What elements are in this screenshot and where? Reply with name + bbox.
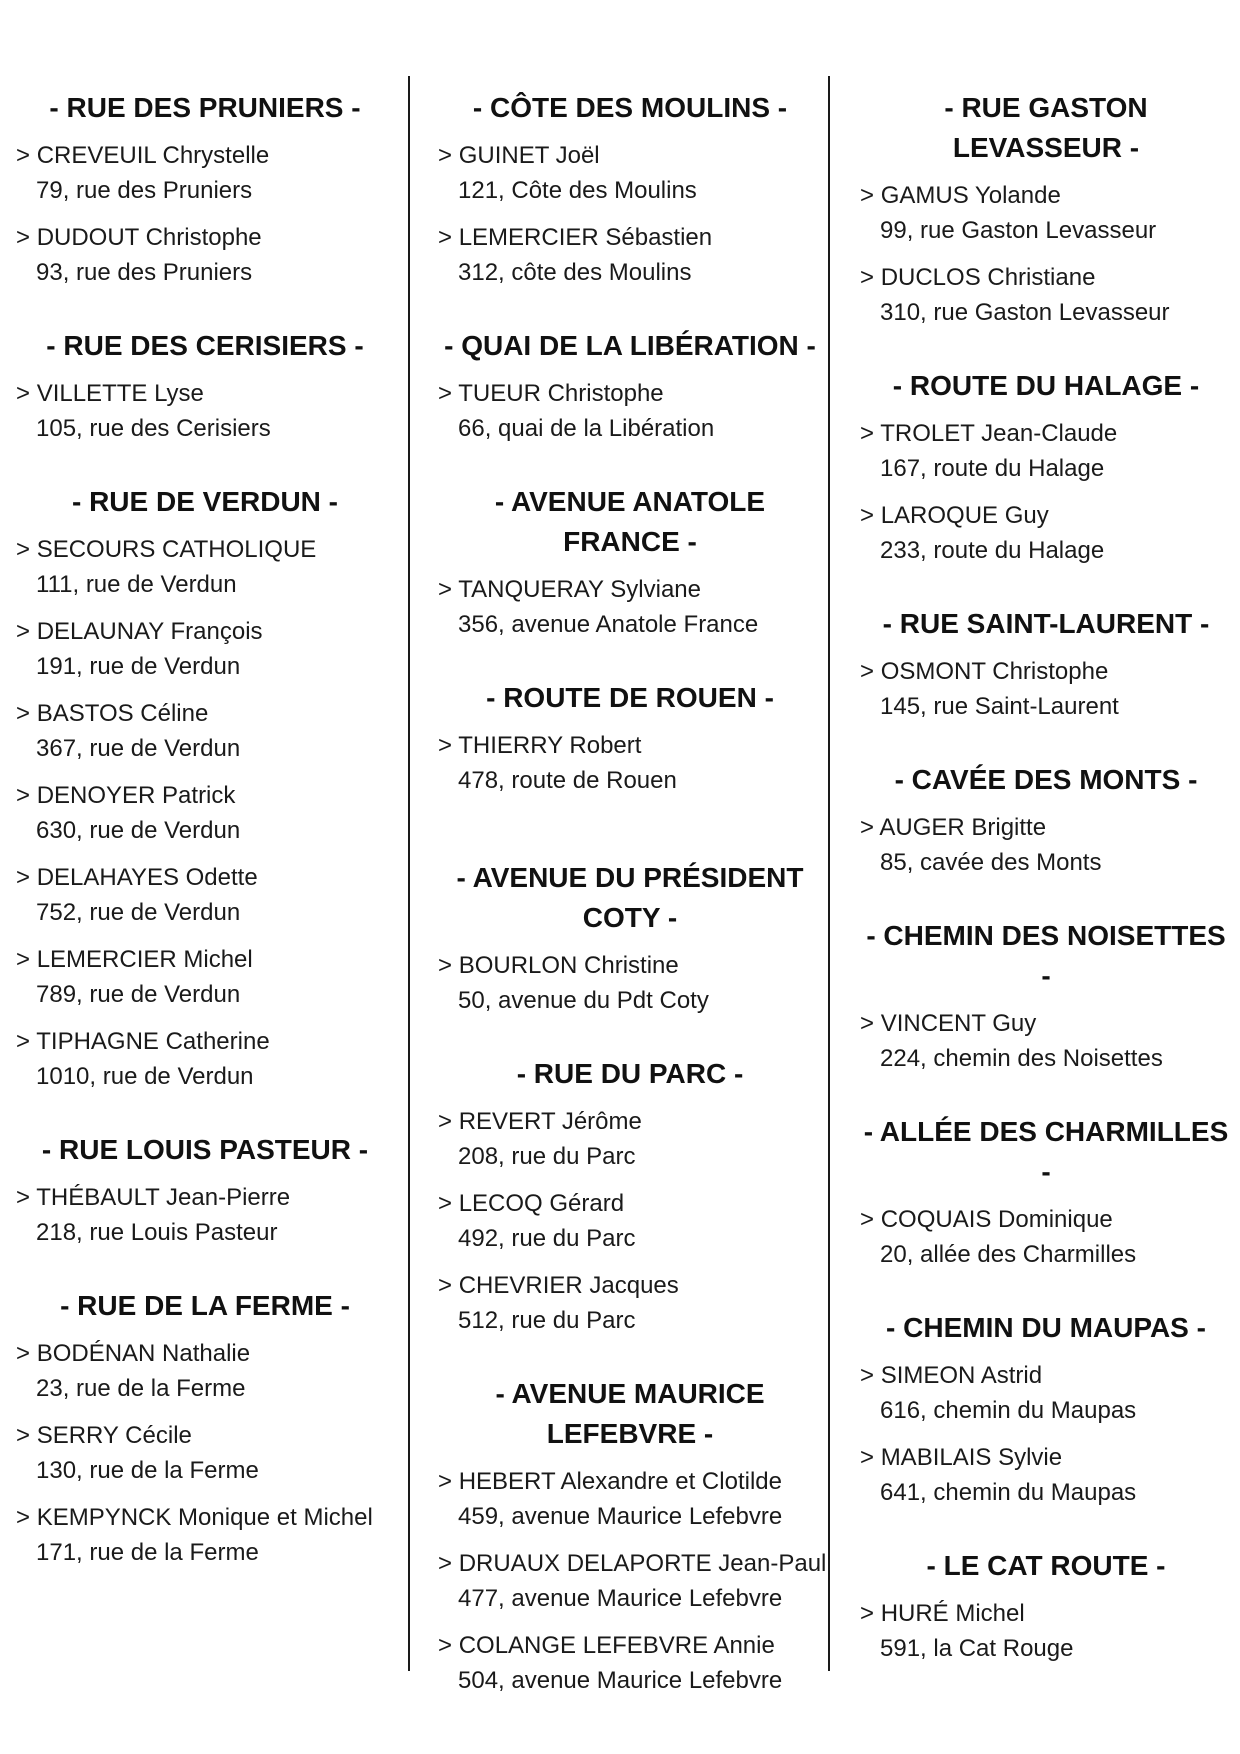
resident-name: > SECOURS CATHOLIQUE <box>16 532 394 567</box>
street-heading: - RUE DES PRUNIERS - <box>49 92 361 123</box>
resident-entry <box>438 1268 822 1338</box>
resident-address: 512, rue du Parc <box>458 1307 636 1334</box>
resident-name: > DUDOUT Christophe <box>16 220 394 255</box>
resident-entry <box>438 220 822 290</box>
resident-name: > LEMERCIER Sébastien <box>438 220 822 255</box>
resident-entry <box>860 416 1232 486</box>
resident-name: > SERRY Cécile <box>16 1418 394 1453</box>
resident-address: 79, rue des Pruniers <box>36 177 253 204</box>
street-heading: - RUE LOUIS PASTEUR - <box>41 1134 369 1165</box>
resident-address: 477, avenue Maurice Lefebvre <box>458 1585 783 1612</box>
resident-address: 105, rue des Cerisiers <box>36 415 271 442</box>
resident-entry <box>16 1024 394 1094</box>
resident-address: 218, rue Louis Pasteur <box>36 1219 278 1246</box>
resident-name: > CHEVRIER Jacques <box>438 1268 822 1303</box>
resident-address: 145, rue Saint-Laurent <box>880 693 1119 720</box>
resident-entry <box>16 942 394 1012</box>
resident-address: 504, avenue Maurice Lefebvre <box>458 1667 783 1694</box>
resident-address: 167, route du Halage <box>880 455 1105 482</box>
resident-address: 171, rue de la Ferme <box>36 1539 259 1566</box>
resident-address: 641, chemin du Maupas <box>880 1479 1137 1506</box>
column-1 <box>16 88 394 1582</box>
resident-name: > TROLET Jean-Claude <box>860 416 1232 451</box>
resident-entry <box>438 376 822 446</box>
street-heading: - AVENUE MAURICE LEFEBVRE - <box>495 1378 765 1449</box>
resident-entry <box>438 1546 827 1616</box>
resident-name: > DELAHAYES Odette <box>16 860 394 895</box>
resident-name: > THIERRY Robert <box>438 728 822 763</box>
street-heading: - ROUTE DE ROUEN - <box>486 682 774 713</box>
resident-name: > THÉBAULT Jean-Pierre <box>16 1180 394 1215</box>
resident-name: > BOURLON Christine <box>438 948 822 983</box>
resident-name: > BASTOS Céline <box>16 696 394 731</box>
resident-name: > DRUAUX DELAPORTE Jean-Paul <box>438 1546 822 1581</box>
column-3 <box>860 88 1232 1678</box>
resident-entry <box>16 696 394 766</box>
resident-entry <box>860 1358 1232 1428</box>
resident-name: > TIPHAGNE Catherine <box>16 1024 394 1059</box>
street-heading: - RUE SAINT-LAURENT - <box>882 608 1210 639</box>
resident-address: 130, rue de la Ferme <box>36 1457 259 1484</box>
resident-entry <box>860 1006 1232 1076</box>
resident-entry <box>16 138 394 208</box>
street-heading: - AVENUE ANATOLE FRANCE - <box>494 486 766 557</box>
resident-address: 66, quai de la Libération <box>458 415 715 442</box>
resident-entry <box>16 220 394 290</box>
resident-name: > GUINET Joël <box>438 138 822 173</box>
resident-address: 121, Côte des Moulins <box>458 177 697 204</box>
resident-entry <box>438 948 822 1018</box>
resident-address: 478, route de Rouen <box>458 767 677 794</box>
resident-entry <box>16 376 394 446</box>
column-divider-1 <box>408 76 410 1671</box>
street-heading: - AVENUE DU PRÉSIDENT COTY - <box>456 862 804 933</box>
street-heading: - RUE DE VERDUN - <box>71 486 338 517</box>
resident-name: > VILLETTE Lyse <box>16 376 394 411</box>
column-2 <box>438 88 827 1710</box>
resident-entry <box>438 138 822 208</box>
resident-name: > AUGER Brigitte <box>860 810 1232 845</box>
resident-entry <box>438 572 822 642</box>
resident-entry <box>860 654 1232 724</box>
resident-name: > LAROQUE Guy <box>860 498 1232 533</box>
street-heading: - RUE DE LA FERME - <box>60 1290 350 1321</box>
resident-address: 591, la Cat Rouge <box>880 1635 1074 1662</box>
resident-entry <box>16 1418 394 1488</box>
resident-name: > GAMUS Yolande <box>860 178 1232 213</box>
resident-entry <box>438 1186 822 1256</box>
resident-entry <box>16 532 394 602</box>
resident-entry <box>860 1440 1232 1510</box>
street-heading: - RUE DU PARC - <box>516 1058 744 1089</box>
resident-name: > HEBERT Alexandre et Clotilde <box>438 1464 822 1499</box>
street-heading: - ALLÉE DES CHARMILLES - <box>863 1116 1229 1187</box>
resident-name: > VINCENT Guy <box>860 1006 1232 1041</box>
street-heading: - ROUTE DU HALAGE - <box>892 370 1200 401</box>
resident-entry <box>860 1596 1232 1666</box>
street-heading: - CHEMIN DU MAUPAS - <box>886 1312 1206 1343</box>
resident-address: 752, rue de Verdun <box>36 899 241 926</box>
resident-name: > COQUAIS Dominique <box>860 1202 1232 1237</box>
resident-name: > SIMEON Astrid <box>860 1358 1232 1393</box>
resident-entry <box>16 614 394 684</box>
resident-entry <box>16 1336 394 1406</box>
resident-entry <box>860 1202 1232 1272</box>
resident-name: > OSMONT Christophe <box>860 654 1232 689</box>
resident-address: 208, rue du Parc <box>458 1143 636 1170</box>
street-heading: - RUE DES CERISIERS - <box>46 330 364 361</box>
street-heading: - CAVÉE DES MONTS - <box>894 764 1198 795</box>
resident-name: > TANQUERAY Sylviane <box>438 572 822 607</box>
resident-address: 312, côte des Moulins <box>458 259 692 286</box>
resident-address: 367, rue de Verdun <box>36 735 241 762</box>
street-heading: - QUAI DE LA LIBÉRATION - <box>444 330 816 361</box>
resident-name: > TUEUR Christophe <box>438 376 822 411</box>
resident-name: > LECOQ Gérard <box>438 1186 822 1221</box>
resident-name: > HURÉ Michel <box>860 1596 1232 1631</box>
resident-entry <box>16 1180 394 1250</box>
resident-address: 630, rue de Verdun <box>36 817 241 844</box>
resident-entry <box>860 810 1232 880</box>
resident-name: > KEMPYNCK Monique et Michel <box>16 1500 394 1535</box>
resident-entry <box>860 498 1232 568</box>
resident-entry <box>16 1500 394 1570</box>
resident-name: > DELAUNAY François <box>16 614 394 649</box>
resident-address: 191, rue de Verdun <box>36 653 241 680</box>
resident-name: > DENOYER Patrick <box>16 778 394 813</box>
resident-address: 1010, rue de Verdun <box>36 1063 254 1090</box>
resident-entry <box>860 178 1232 248</box>
resident-address: 93, rue des Pruniers <box>36 259 253 286</box>
resident-entry <box>16 860 394 930</box>
resident-address: 616, chemin du Maupas <box>880 1397 1137 1424</box>
resident-address: 85, cavée des Monts <box>880 849 1102 876</box>
resident-entry <box>438 1628 822 1698</box>
resident-name: > COLANGE LEFEBVRE Annie <box>438 1628 822 1663</box>
resident-entry <box>438 728 822 798</box>
street-heading: - CÔTE DES MOULINS - <box>472 92 788 123</box>
resident-address: 459, avenue Maurice Lefebvre <box>458 1503 783 1530</box>
resident-address: 224, chemin des Noisettes <box>880 1045 1163 1072</box>
resident-address: 310, rue Gaston Levasseur <box>880 299 1170 326</box>
resident-entry <box>438 1104 822 1174</box>
resident-address: 20, allée des Charmilles <box>880 1241 1137 1268</box>
resident-address: 233, route du Halage <box>880 537 1105 564</box>
resident-address: 789, rue de Verdun <box>36 981 241 1008</box>
resident-name: > LEMERCIER Michel <box>16 942 394 977</box>
resident-entry <box>438 1464 822 1534</box>
resident-address: 492, rue du Parc <box>458 1225 636 1252</box>
resident-name: > REVERT Jérôme <box>438 1104 822 1139</box>
column-divider-2 <box>828 76 830 1671</box>
street-heading: - LE CAT ROUTE - <box>926 1550 1166 1581</box>
resident-entry <box>16 778 394 848</box>
street-heading: - CHEMIN DES NOISETTES - <box>866 920 1226 991</box>
resident-address: 111, rue de Verdun <box>36 571 237 598</box>
resident-name: > MABILAIS Sylvie <box>860 1440 1232 1475</box>
resident-name: > CREVEUIL Chrystelle <box>16 138 394 173</box>
resident-address: 99, rue Gaston Levasseur <box>880 217 1157 244</box>
resident-entry <box>860 260 1232 330</box>
street-heading: - RUE GASTON LEVASSEUR - <box>944 92 1148 163</box>
resident-address: 50, avenue du Pdt Coty <box>458 987 709 1014</box>
resident-name: > DUCLOS Christiane <box>860 260 1232 295</box>
resident-name: > BODÉNAN Nathalie <box>16 1336 394 1371</box>
resident-address: 23, rue de la Ferme <box>36 1375 246 1402</box>
resident-address: 356, avenue Anatole France <box>458 611 759 638</box>
